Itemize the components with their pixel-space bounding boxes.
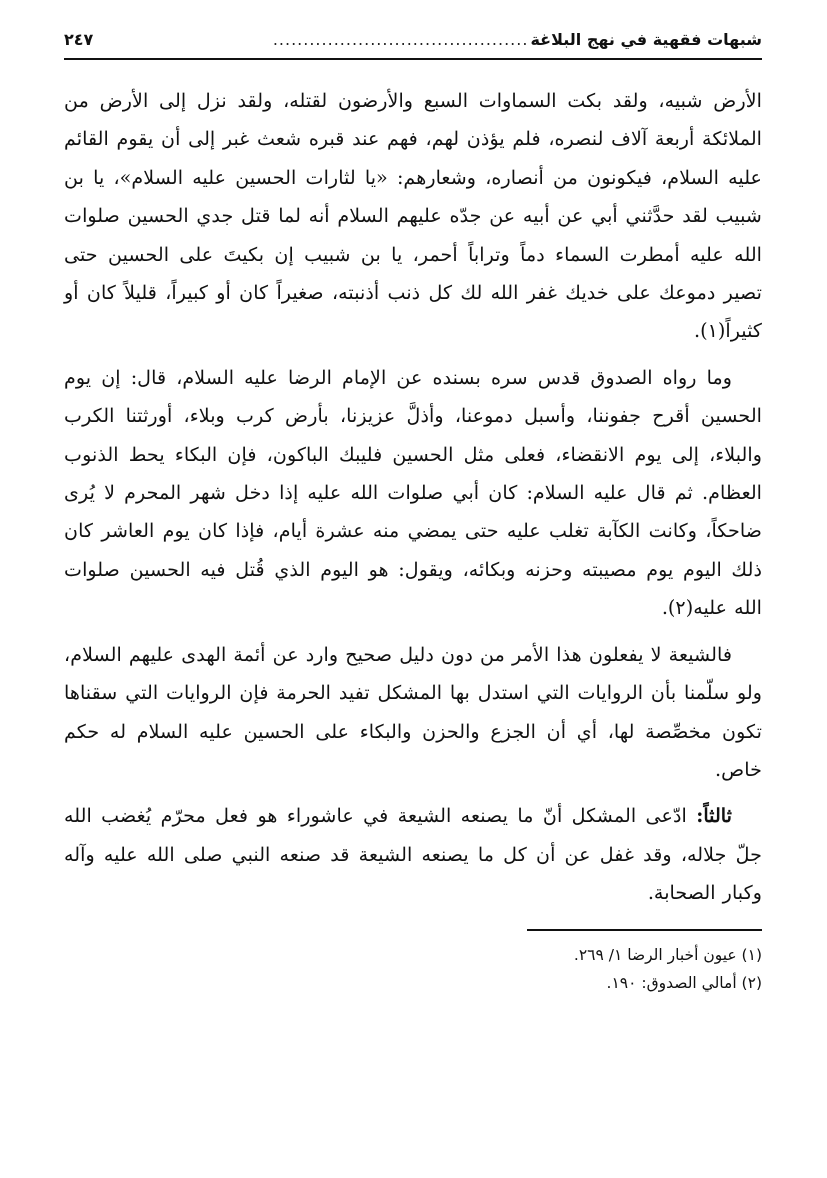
paragraph-1: الأرض شبيه، ولقد بكت السماوات السبع والأرضون لقتله، ولقد نزل إلى الأرض من الملائكة أربعة آلاف لنصره، فلم يؤذن لهم، فهم عند قبره شعث غبر إلى أن يقوم القائم عليه السلام، فيكونون من أنصاره، وشعارهم: «يا لثارات الحسين عليه السلام»، يا بن شبيب لقد حدَّثني أبي عن أبيه عن جدّه عليهم السلام أنه لما قتل جدي الحسين صلوات الله عليه أمطرت السماء دماً وتراباً أحمر، يا بن شبيب إن بكيتَ على الحسين حتى تصير دموعك على خديك غفر الله لك كل ذنب أذنبته، صغيراً كان أو كبيراً، قليلاً كان أو كثيراً(١). [64, 89, 762, 343]
paragraph-2: وما رواه الصدوق قدس سره بسنده عن الإمام الرضا عليه السلام، قال: إن يوم الحسين أقرح جفوننا، وأسبل دموعنا، وأذلَّ عزيزنا، بأرض كرب وبلاء، أورثتنا الكرب والبلاء، إلى يوم الانقضاء، فعلى مثل الحسين فليبك الباكون، فإن البكاء يحط الذنوب العظام. ثم قال عليه السلام: كان أبي صلوات الله عليه إذا دخل شهر المحرم لا يُرى ضاحكاً، وكانت الكآبة تغلب عليه حتى يمضي منه عشرة أيام، فإذا كان يوم العاشر كان ذلك اليوم يوم مصيبته وحزنه وبكائه، ويقول: هو اليوم الذي قُتل فيه الحسين صلوات الله عليه(٢). [64, 365, 762, 620]
header-rule [64, 58, 762, 60]
leader-dots: .......................................... [272, 30, 529, 49]
paragraph-4-lead: ثالثاً: [696, 804, 732, 828]
running-header [64, 30, 762, 56]
footnote-rule [527, 929, 762, 931]
footnote-2: (٢) أمالي الصدوق: ١٩٠. [606, 973, 762, 992]
paragraph-4 [64, 797, 762, 912]
running-title: شبهات فقهية في نهج البلاغة [530, 30, 762, 49]
paragraph-4-text: ادّعى المشكل أنّ ما يصنعه الشيعة في عاشوراء هو فعل محرّم يُغضب الله جلّ جلاله، وقد غفل عن أن كل ما يصنعه الشيعة قد صنعه النبي صلى الله عليه وآله وكبار الصحابة. [64, 804, 762, 905]
page-number: ٢٤٧ [64, 30, 94, 49]
footnote-1: (١) عيون أخبار الرضا ١/ ٢٦٩. [573, 945, 762, 964]
footnotes [64, 941, 762, 997]
paragraph-3: فالشيعة لا يفعلون هذا الأمر من دون دليل صحيح وارد عن أئمة الهدى عليهم السلام، ولو سلّمنا بأن الروايات التي استدل بها المشكل تفيد الحرمة فإن الروايات التي سقناها تكون مخصِّصة لها، أي أن الجزع والحزن والبكاء على الحسين عليه السلام له حكم خاص. [64, 642, 762, 781]
book-page [64, 30, 762, 997]
body-text [64, 82, 762, 913]
